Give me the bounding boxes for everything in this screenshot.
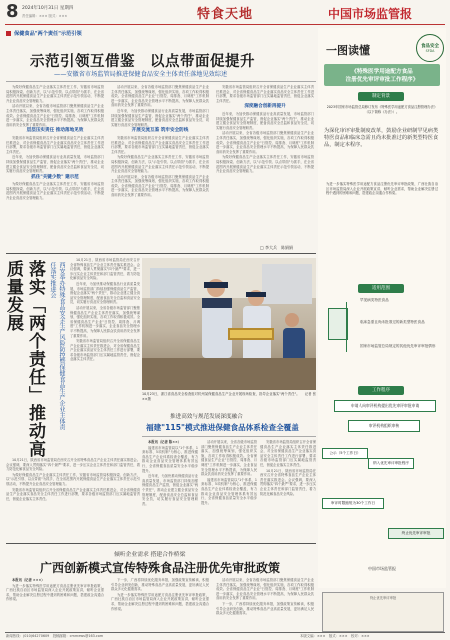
column-tag (6, 29, 131, 38)
paper-name: 中国市场监管报 (328, 7, 413, 21)
editor-line: 责任编辑：××× 版式：××× (22, 14, 68, 18)
footer-left: 新闻热线：(010)64270609 投稿邮箱：cmrnews@163.com (6, 634, 104, 638)
guangxi-column-1 (6, 578, 104, 630)
section-label-scope: 适用范围 (358, 284, 404, 293)
paragraph: 福建省市场监管局以"1个体系、1套标准、5项机制"为核心，推进保健食品生产企业体系检查全覆盖，有力推动企业食品安全管理体系有效运行，全省保健食品质量安全水平稳步提升。 (201, 477, 257, 505)
headline-divider (6, 81, 316, 82)
article-column-3 (216, 85, 314, 245)
flow-step: 纳入优先审评审批程序 (368, 458, 414, 469)
paragraph: 活动开展以来，全省各级市场监管部门聚焦保健食品生产企业主体责任落实，加强统筹谋划，强化组织实施，各项工作取得积极成效。全省保健食品生产企业"日管控、周排查、月调度"工作机制进一步落实，企业食品安全管理水平不断提高，为保障人民群众饮食用药安全发挥了重要作用。 (111, 85, 209, 108)
guangxi-rule (6, 543, 316, 544)
scope-box-icon (328, 308, 348, 340)
vertical-article-text-lower (6, 458, 140, 540)
flow-step: 公示（5个工作日） (322, 448, 368, 459)
paragraph: 安徽省市场监管局组织召开全省保健食品生产企业落实主体责任推进会，对全省保健食品生产企业落实食品安全主体责任工作进行部署，要求各级市场监管部门压实属地监管责任，督促企业落实主体责任。 (260, 440, 316, 467)
photo-caption-text: 10月23日，浙江省食品安全检查组对杭州某保健食品生产企业开展现场检查，指导企业落实"两个责任"。 (142, 392, 300, 396)
main-headline: 示范引领互借鉴 以点带面促提升 (30, 53, 255, 70)
infographic-title: 一图读懂 (326, 44, 370, 57)
background-text-2: 为深化审评审批制度改革，鼓励企业研制罕见病类特医食品和临床急需且尚未批准过的新类型特医食品，制定本程序。 (324, 128, 439, 148)
flow-step: 终止优先审评审批 (388, 528, 444, 539)
fujian-column-3 (260, 440, 316, 540)
issue-date: 2024年10月31日 星期四 (22, 6, 74, 11)
paragraph: 近年来，为加快推动保健食品行业高质量发展，市场监管部门持续加强保健食品生产监管，督促企业落实"两个责任"，推动企业建立健全食品安全管理制度，配备食品安全总监和食品安全员，切实履行食品安全管理职责。 (142, 474, 198, 506)
paragraph: 为做好保健食品生产企业落实主体责任工作，安徽省市场监管局积极探索、创新方法，以"示范引领、以点带面"为抓手，在全省范围内开展保健食品生产企业落实主体责任示范引领活动，不断提升企业食品安全管理能力。 (6, 182, 104, 201)
paragraph: 近年来，为加快推动保健食品行业高质量发展，市场监管部门持续加强保健食品生产监管，督促企业落实"两个责任"，推动企业建立健全食品安全管理制度，配备食品安全总监和食品安全员，切实履行食品安全管理职责。 (70, 281, 140, 305)
seal-emblem (416, 34, 444, 62)
seal-text: 食品安全 (421, 44, 439, 49)
vertical-side-caption: 西安举办特殊食品安全生产风险防控暨保健食品生产企业主体责任落实推进会 (49, 262, 65, 430)
paragraph: 活动开展以来，全省各级市场监管部门聚焦保健食品生产企业主体责任落实，加强统筹谋划，强化组织实施，各项工作取得积极成效。全省保健食品生产企业"日管控、周排查、月调度"工作机制进一步落实，企业食品安全管理水平不断提高，为保障人民群众饮食用药安全发挥了重要作用。 (216, 131, 314, 154)
section-label-flow: 工作程序 (358, 386, 404, 395)
scope-item: 国家市场监管总局规定的其他优先审评审批情形 (360, 344, 436, 348)
paragraph: 活动开展以来，全省各级市场监管部门聚焦保健食品生产企业主体责任落实，加强统筹谋划，强化组织实施，各项工作取得积极成效。全省保健食品生产企业"日管控、周排查、月调度"工作机制进一步落实，企业食品安全管理水平不断提高，为保障人民群众饮食用药安全发挥了重要作用。 (201, 440, 257, 477)
background-text-3: 为进一步落实特殊医学用途配方食品注册优先审评审批政策，广西壮族自治区市场监管局深入企业开展政策宣讲，倾听企业需求，帮助企业解决注册过程中遇到的困难和问题，搭建政企沟通合作桥梁。 (326, 182, 438, 196)
paragraph: 安徽省市场监管局组织召开全省保健食品生产企业落实主体责任推进会，对全省保健食品生产企业落实食品安全主体责任工作进行部署，要求各级市场监管部门压实属地监管责任，督促企业落实主体责任。 (6, 135, 104, 154)
scope-item: 临床急需且尚未批准过的新类型特医食品 (360, 320, 425, 324)
masthead-rule (5, 24, 445, 25)
guangxi-column-3 (216, 578, 314, 630)
page-number: 8 (6, 1, 19, 22)
paragraph: 安徽省市场监管局组织召开全省保健食品生产企业落实主体责任推进会，对全省保健食品生产企业落实食品安全主体责任工作进行部署，要求各级市场监管部门压实属地监管责任，督促企业落实主体责任。 (216, 85, 314, 103)
article-column-1 (6, 85, 104, 245)
seal-sub: SFDA (425, 49, 435, 53)
paragraph: 活动开展以来，全省各级市场监管部门聚焦保健食品生产企业主体责任落实，加强统筹谋划，强化组织实施，各项工作取得积极成效。全省保健食品生产企业"日管控、周排查、月调度"工作机制进一步落实，企业食品安全管理水平不断提高，为保障人民群众饮食用药安全发挥了重要作用。 (216, 578, 314, 601)
vertical-headline-part-1: 落实 (25, 260, 45, 296)
vertical-headline (3, 260, 46, 460)
paragraph: 下一步，广西将持续优化服务举措，加强政策宣传解读，积极引导企业研发创新，推动特殊食品产业高质量发展，更好满足人民群众多元化健康需求。 (111, 578, 209, 592)
subhead-1: 层层压实责任 推动落地见效 (26, 128, 84, 134)
footer-right: 本版文编：××× 版式：××× 校对：××× (300, 634, 370, 638)
vertical-article-text (70, 258, 140, 454)
section-title: 特食天地 (197, 7, 254, 22)
guangxi-kicker: 倾听企业需求 搭建合作桥梁 (114, 552, 186, 558)
main-subheadline: ——安徽省市场监管局推进保健食品安全主体责任落地见效综述 (54, 71, 228, 78)
guangxi-byline: 本报讯（记者 ×××） (12, 578, 45, 582)
paragraph: 10月21日，陕西省市场监管局在西安召开全省特殊食品生产企业主体责任落实推进会。会议强调，要深入贯彻落实"四个最严"要求，进一步压实企业主体责任和部门监管责任，着力防范化解食品安全风险。 (70, 258, 140, 281)
fujian-divider (142, 436, 316, 437)
paragraph: 10月21日，陕西省市场监管局在西安召开全省特殊食品生产企业主体责任落实推进会。会议强调，要深入贯彻落实"四个最严"要求，进一步压实企业主体责任和部门监管责任，着力防范化解食品安全风险。 (6, 458, 140, 472)
vertical-headline-rule (6, 253, 316, 254)
masthead (0, 0, 450, 24)
paragraph: 近年来，为加快推动保健食品行业高质量发展，市场监管部门持续加强保健食品生产监管，督促企业落实"两个责任"，推动企业建立健全食品安全管理制度，配备食品安全总监和食品安全员，切实履行食品安全管理职责。 (216, 111, 314, 130)
scope-connector (346, 302, 347, 352)
infographic-subtitle-2: 注册优先审评审批工作程序》 (345, 77, 419, 83)
paragraph: 为做好保健食品生产企业落实主体责任工作，安徽省市场监管局积极探索、创新方法，以"示范引领、以点带面"为抓手，在全省范围内开展保健食品生产企业落实主体责任示范引领活动，不断提升企业食品安全管理能力。 (6, 472, 140, 486)
tag-square-icon (6, 31, 11, 36)
paragraph: 为做好保健食品生产企业落实主体责任工作，安徽省市场监管局积极探索、创新方法，以"示范引领、以点带面"为抓手，在全省范围内开展保健食品生产企业落实主体责任示范引领活动，不断提升企业食品安全管理能力。 (6, 85, 104, 103)
paragraph: 近年来，为加快推动保健食品行业高质量发展，市场监管部门持续加强保健食品生产监管，督促企业落实"两个责任"，推动企业建立健全食品安全管理制度，配备食品安全总监和食品安全员，切实履行食品安全管理职责。 (111, 108, 209, 127)
paragraph: 10月21日，陕西省市场监管局在西安召开全省特殊食品生产企业主体责任落实推进会。会议强调，要深入贯彻落实"四个最严"要求，进一步压实企业主体责任和部门监管责任，着力防范化解食品安全风险。 (260, 468, 316, 496)
subhead-2: 开展交流互鉴 筑牢安全防线 (131, 128, 189, 134)
paragraph: 安徽省市场监管局组织召开全省保健食品生产企业落实主体责任推进会，对全省保健食品生产企业落实食品安全主体责任工作进行部署，要求各级市场监管部门压实属地监管责任，督促企业落实主体责任。 (111, 135, 209, 154)
guangxi-headline: 广西创新模式宣传特殊食品注册优先审批政策 (40, 561, 281, 575)
subhead-3: 深度融合创新再提升 (244, 104, 286, 110)
background-text-1: 2023年国家市场监管总局修订发布《特殊医学用途配方食品注册管理办法》（以下简称《办法》）。 (326, 105, 438, 114)
paragraph: 为做好保健食品生产企业落实主体责任工作，安徽省市场监管局积极探索、创新方法，以"示范引领、以点带面"为抓手，在全省范围内开展保健食品生产企业落实主体责任示范引领活动，不断提升企业食品安全管理能力。 (111, 155, 209, 174)
news-photo (142, 258, 316, 390)
infographic-panel (318, 28, 446, 588)
infographic-subtitle (324, 64, 440, 86)
fujian-headline: 福建"115"模式推进保健食品体系检查全覆盖 (146, 423, 299, 432)
photo-illustration (142, 258, 316, 390)
section-label-background: 制定背景 (358, 92, 404, 101)
paragraph: 活动开展以来，全省各级市场监管部门聚焦保健食品生产企业主体责任落实，加强统筹谋划，强化组织实施，各项工作取得积极成效。全省保健食品生产企业"日管控、周排查、月调度"工作机制进一步落实，企业食品安全管理水平不断提高，为保障人民群众饮食用药安全发挥了重要作用。 (6, 104, 104, 127)
paragraph: 活动开展以来，全省各级市场监管部门聚焦保健食品生产企业主体责任落实，加强统筹谋划，强化组织实施，各项工作取得积极成效。全省保健食品生产企业"日管控、周排查、月调度"工作机制进一步落实，企业食品安全管理水平不断提高，为保障人民群众饮食用药安全发挥了重要作用。 (70, 305, 140, 338)
guangxi-side-box (322, 592, 444, 632)
paragraph: 安徽省市场监管局组织召开全省保健食品生产企业落实主体责任推进会，对全省保健食品生产企业落实食品安全主体责任工作进行部署，要求各级市场监管部门压实属地监管责任，督促企业落实主体责任。 (70, 339, 140, 362)
photo-credit: 记者 张××摄 (142, 392, 316, 401)
infographic-subtitle-1: 《特殊医学用途配方食品 (351, 69, 413, 75)
vertical-headline-part-2: 「两个责任」 (25, 296, 45, 404)
flow-step: 审评时限缩短为30个工作日 (322, 498, 384, 509)
column-tag-label: 保健食品"两个责任"示范引领 (14, 31, 82, 37)
fujian-column-1 (142, 440, 198, 540)
vertical-headline-part-3: 推动高质量发展 (3, 260, 45, 458)
scope-item: 罕见病类特医食品 (360, 298, 389, 302)
subhead-tail: 抓住"关键少数" 建示范 (31, 174, 79, 180)
flow-step: 申请人向审评机构提出优先审评审批申请 (334, 400, 436, 412)
article-byline: □ 李大兵 陈娟娟 (260, 245, 294, 250)
infographic-footer (328, 566, 436, 572)
article-column-2 (111, 85, 209, 245)
fujian-byline: 本报讯（记者 陈××） (148, 440, 182, 444)
fujian-column-2 (201, 440, 257, 540)
photo-caption (142, 392, 316, 410)
paragraph: 为进一步落实特殊医学用途配方食品注册优先审评审批政策，广西壮族自治区市场监管局深入企业开展政策宣讲，倾听企业需求，帮助企业解决注册过程中遇到的困难和问题，搭建政企沟通合作桥梁。 (111, 592, 209, 611)
paper-credit: 中国市场监管报 (368, 566, 396, 571)
paragraph: 近年来，为加快推动保健食品行业高质量发展，市场监管部门持续加强保健食品生产监管，督促企业落实"两个责任"，推动企业建立健全食品安全管理制度，配备食品安全总监和食品安全员，切实履行食品安全管理职责。 (6, 155, 104, 174)
paragraph: 为做好保健食品生产企业落实主体责任工作，安徽省市场监管局积极探索、创新方法，以"示范引领、以点带面"为抓手，在全省范围内开展保健食品生产企业落实主体责任示范引领活动，不断提升企业食品安全管理能力。 (216, 155, 314, 174)
scope-tree (328, 298, 438, 378)
flow-step: 审评机构组织审核 (348, 420, 420, 432)
fujian-kicker: 推进高效与规范发展深度融合 (170, 414, 243, 420)
guangxi-column-2 (111, 578, 209, 630)
paragraph: 活动开展以来，全省各级市场监管部门聚焦保健食品生产企业主体责任落实，加强统筹谋划，强化组织实施，各项工作取得积极成效。全省保健食品生产企业"日管控、周排查、月调度"工作机制进一步落实，企业食品安全管理水平不断提高，为保障人民群众饮食用药安全发挥了重要作用。 (111, 174, 209, 198)
paragraph: 下一步，广西将持续优化服务举措，加强政策宣传解读，积极引导企业研发创新，推动特殊食品产业高质量发展，更好满足人民群众多元化健康需求。 (216, 601, 314, 616)
guangxi-side-text: 终止优先审评审批 (369, 596, 397, 600)
paragraph: 福建省市场监管局以"1个体系、1套标准、5项机制"为核心，推进保健食品生产企业体系检查全覆盖，有力推动企业食品安全管理体系有效运行，全省保健食品质量安全水平稳步提升。 (142, 445, 198, 473)
paragraph: 为进一步落实特殊医学用途配方食品注册优先审评审批政策，广西壮族自治区市场监管局深入企业开展政策宣讲，倾听企业需求，帮助企业解决注册过程中遇到的困难和问题，搭建政企沟通合作桥梁。 (6, 583, 104, 602)
paragraph: 安徽省市场监管局组织召开全省保健食品生产企业落实主体责任推进会，对全省保健食品生产企业落实食品安全主体责任工作进行部署，要求各级市场监管部门压实属地监管责任，督促企业落实主体责任。 (6, 487, 140, 501)
